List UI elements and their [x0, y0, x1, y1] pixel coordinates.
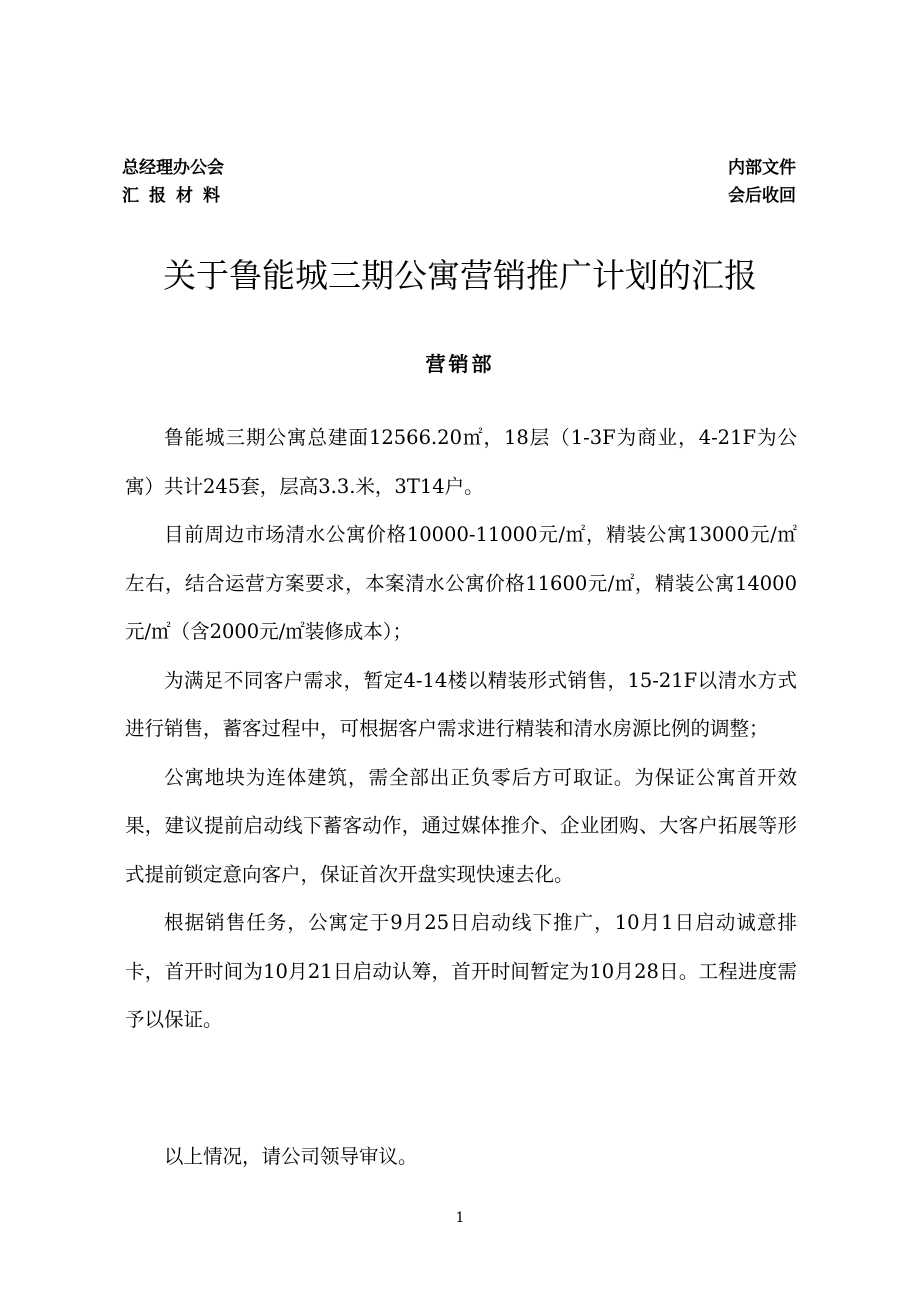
page-number: 1 — [455, 1210, 465, 1226]
paragraph-schedule: 根据销售任务，公寓定于9月25日启动线下推广，10月1日启动诚意排卡，首开时间为10月21日启动认筹，首开时间暂定为10月28日。工程进度需予以保证。 — [125, 911, 797, 1031]
document-type: 汇报材料 — [122, 186, 230, 206]
paragraph-sales-format: 为满足不同客户需求，暂定4-14楼以精装形式销售，15-21F以清水方式进行销售，蓄客过程中，可根据客户需求进行精装和清水房源比例的调整； — [125, 668, 797, 740]
closing-statement: 以上情况，请公司领导审议。 — [164, 1145, 418, 1168]
header-right — [728, 154, 796, 210]
paragraph-pricing: 目前周边市场清水公寓价格10000-11000元/㎡，精装公寓13000元/㎡左右，结合运营方案要求，本案清水公寓价格11600元/㎡，精装公寓14000元/㎡（含2000元/㎡装修成本）； — [125, 523, 797, 643]
paragraph-overview: 鲁能城三期公寓总建面12566.20㎡，18层（1-3F为商业，4-21F为公寓）共计245套，层高3.3.米，3T14户。 — [125, 426, 797, 498]
meeting-name: 总经理办公会 — [122, 158, 224, 178]
paragraph-customer-reserve: 公寓地块为连体建筑，需全部出正负零后方可取证。为保证公寓首开效果，建议提前启动线下蓄客动作，通过媒体推介、企业团购、大客户拓展等形式提前锁定意向客户，保证首次开盘实现快速去化。 — [125, 765, 797, 886]
department-name: 营销部 — [425, 352, 495, 376]
confidentiality-label: 内部文件 — [728, 158, 796, 178]
document-body — [125, 414, 797, 1045]
return-notice: 会后收回 — [728, 186, 796, 206]
header-left — [122, 154, 230, 210]
document-title: 关于鲁能城三期公寓营销推广计划的汇报 — [163, 256, 757, 295]
